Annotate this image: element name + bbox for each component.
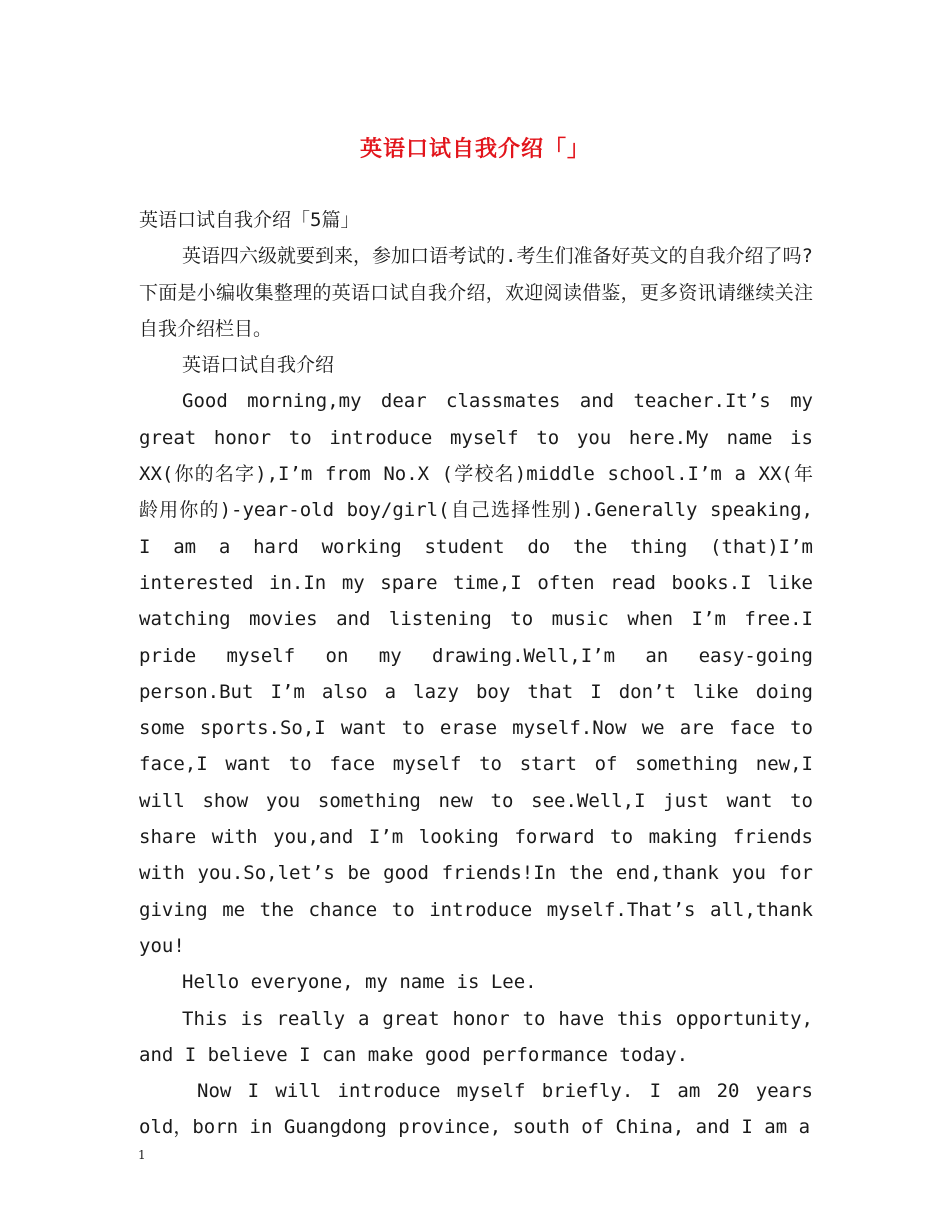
document-title: 英语口试自我介绍「」 (359, 136, 590, 162)
paragraph-sample-2-greeting: Hello everyone, my name is Lee. (182, 971, 537, 994)
paragraph-intro: 英语四六级就要到来，参加口语考试的.考生们准备好英文的自我介绍了吗?下面是小编收集整理的英语口试自我介绍，欢迎阅读借鉴，更多资讯请继续关注自我介绍栏目。 (139, 245, 813, 340)
paragraph-subtitle: 英语口试自我介绍「5篇」 (139, 209, 360, 231)
document-body (139, 202, 813, 1146)
paragraph-sample-2-intro: Now I will introduce myself briefly. I am 20 years old，born in Guangdong province, south of China, and I am a (139, 1080, 813, 1139)
paragraph-section-heading: 英语口试自我介绍 (182, 354, 335, 377)
paragraph-sample-2-honor: This is really a great honor to have this opportunity, and I believe I can make good performance today. (139, 1007, 813, 1066)
paragraph-sample-1: Good morning,my dear classmates and teacher.It’s my great honor to introduce myself to you here.My name is XX(你的名字),I’m from No.X (学校名)middle school.I’m a XX(年龄用你的)-year-old boy/girl(自己选择性别).Generally speaking, I am a hard working student do the thing (that)I’m interested in.In my spare time,I often read books.I like watching movies and listening to music when I’m free.I pride myself on my drawing.Well,I’m an easy-going person.But I’m also a lazy boy that I don’t like doing some sports.So,I want to erase myself.Now we are face to face,I want to face myself to start of something new,I will show you something new to see.Well,I just want to share with you,and I’m looking forward to making friends with you.So,let’s be good friends!In the end,thank you for giving me the chance to introduce myself.That’s all,thank you! (139, 390, 813, 957)
page-number: 1 (138, 1148, 146, 1162)
